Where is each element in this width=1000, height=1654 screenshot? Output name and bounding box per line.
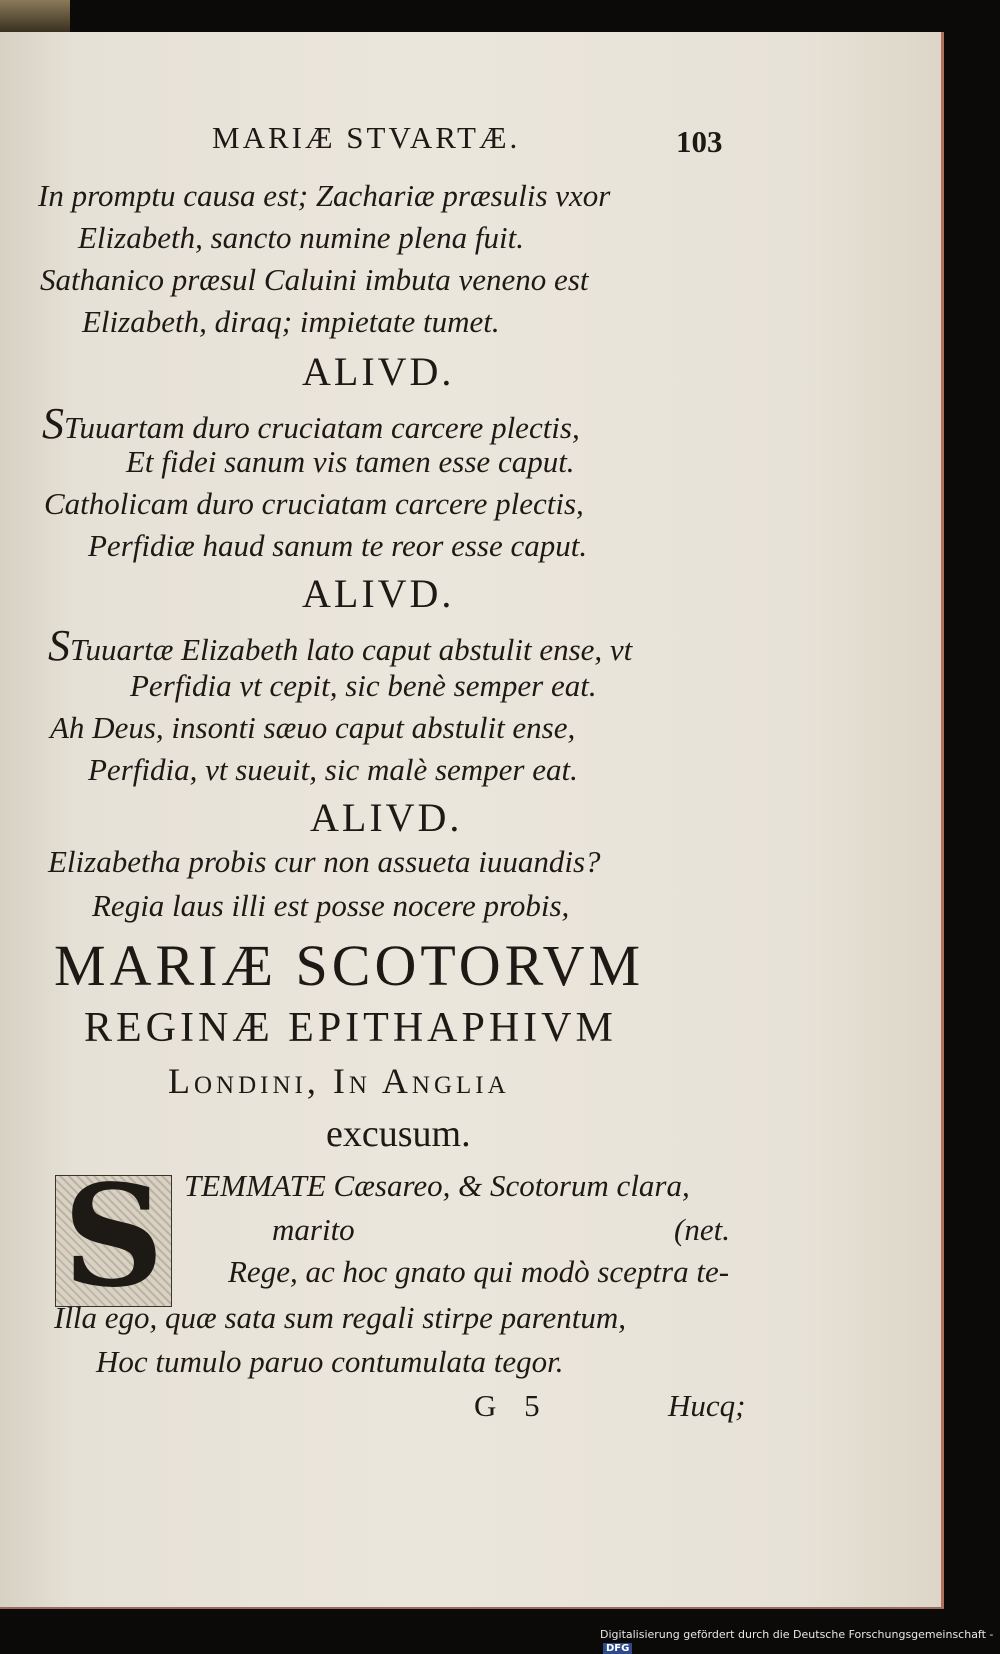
verse-line: Rege, ac hoc gnato qui modò sceptra te- <box>228 1254 730 1289</box>
verse-line: Ah Deus, insonti sæuo caput abstulit ense, <box>50 710 576 745</box>
title-line-2: REGINÆ EPITHAPHIVM <box>84 1005 617 1051</box>
verse-line: Illa ego, quæ sata sum regali stirpe parentum, <box>54 1300 627 1335</box>
verse-line: (net. <box>674 1212 730 1247</box>
catchword: Hucq; <box>668 1388 746 1423</box>
page-number: 103 <box>676 124 723 159</box>
book-spine-edge <box>0 0 70 32</box>
verse-line <box>42 398 580 449</box>
verse-line: Sathanico præsul Caluini imbuta veneno est <box>40 262 589 297</box>
drop-capital: S <box>42 399 64 448</box>
verse-line: Elizabeth, sancto numine plena fuit. <box>78 220 525 255</box>
section-heading: ALIVD. <box>310 795 463 840</box>
ornamental-initial <box>55 1175 172 1307</box>
signature-mark: G 5 <box>474 1388 550 1423</box>
verse-line: Et fidei sanum vis tamen esse caput. <box>126 444 575 479</box>
ornamental-initial-letter: S <box>62 1175 165 1307</box>
verse-line: Catholicam duro cruciatam carcere plectis, <box>44 486 584 521</box>
verse-line: marito <box>272 1212 355 1247</box>
digitization-credit <box>600 1628 1000 1654</box>
credit-text: Digitalisierung gefördert durch die Deutsche Forschungsgemeinschaft - <box>600 1628 994 1641</box>
section-heading: ALIVD. <box>302 349 455 394</box>
title-line-4: excusum. <box>326 1113 471 1155</box>
verse-line: Perfidia, vt sueuit, sic malè semper eat. <box>88 752 578 787</box>
verse-line <box>48 620 632 671</box>
verse-text: Tuuartæ Elizabeth lato caput abstulit ense, vt <box>70 632 633 667</box>
dfg-logo: DFG <box>603 1643 632 1654</box>
title-line-3: Londini, In Anglia <box>168 1061 510 1101</box>
verse-line: Hoc tumulo paruo contumulata tegor. <box>96 1344 564 1379</box>
verse-line: Regia laus illi est posse nocere probis, <box>92 888 570 923</box>
book-page <box>0 32 944 1609</box>
verse-line: Elizabetha probis cur non assueta iuuandis? <box>48 844 601 879</box>
title-line-1: MARIÆ SCOTORVM <box>54 933 645 998</box>
verse-line: TEMMATE Cæsareo, & Scotorum clara, <box>184 1168 690 1203</box>
verse-line: In promptu causa est; Zachariæ præsulis vxor <box>38 178 611 213</box>
section-heading: ALIVD. <box>302 571 455 616</box>
verse-text: Tuuartam duro cruciatam carcere plectis, <box>64 410 580 445</box>
verse-line: Perfidiæ haud sanum te reor esse caput. <box>88 528 588 563</box>
verse-line: Perfidia vt cepit, sic benè semper eat. <box>130 668 597 703</box>
running-head: MARIÆ STVARTÆ. <box>212 120 521 155</box>
drop-capital: S <box>48 621 70 670</box>
verse-line: Elizabeth, diraq; impietate tumet. <box>82 304 500 339</box>
